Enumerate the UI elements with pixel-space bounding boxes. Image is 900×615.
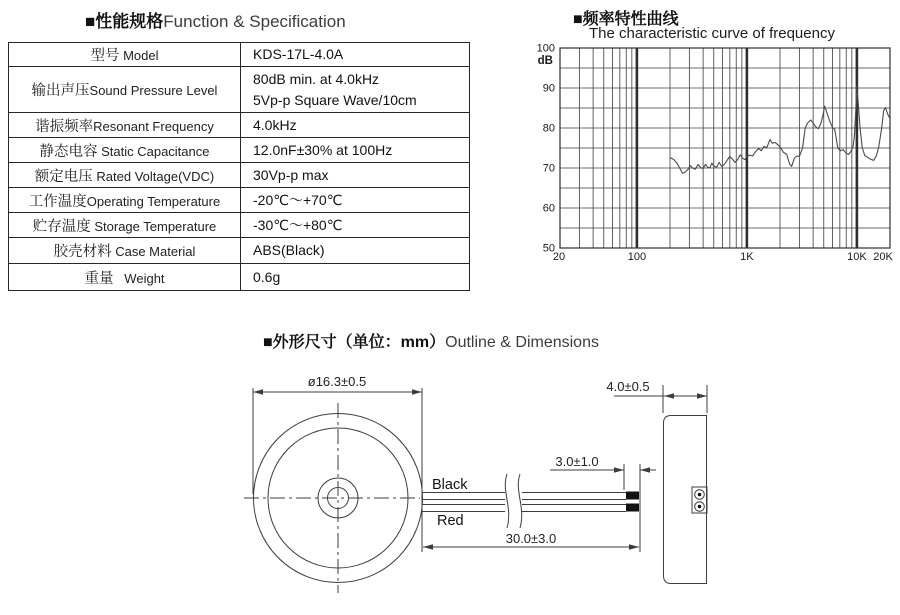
wire-black-tip xyxy=(626,492,639,500)
spec-value: 12.0nF±30% at 100Hz xyxy=(241,138,470,163)
dimension-wire-length-label: 30.0±3.0 xyxy=(505,531,557,546)
table-row xyxy=(9,138,470,163)
table-row xyxy=(9,43,470,67)
spec-label: 胶壳材料 Case Material xyxy=(9,238,241,264)
x-tick-label: 10K xyxy=(847,251,867,263)
spec-value: 0.6g xyxy=(241,264,470,291)
spec-value: 30Vp-p max xyxy=(241,163,470,188)
spec-value: 4.0kHz xyxy=(241,113,470,138)
dimension-strip-label: 3.0±1.0 xyxy=(555,454,599,469)
table-row xyxy=(9,163,470,188)
spec-label: 静态电容 Static Capacitance xyxy=(9,138,241,163)
spec-label: 贮存温度 Storage Temperature xyxy=(9,213,241,238)
spec-label: 型号 Model xyxy=(9,43,241,67)
spec-title-cn: ■性能规格 xyxy=(85,12,164,31)
table-row xyxy=(9,113,470,138)
wire-red-line xyxy=(422,505,626,512)
spec-value: -20℃～+70℃ xyxy=(241,188,470,213)
wire-red-label: Red xyxy=(437,513,464,529)
x-tick-label: 20 xyxy=(552,251,566,263)
arrowhead xyxy=(629,544,639,550)
x-tick-label: 20K xyxy=(873,251,893,263)
terminal-dot-top xyxy=(698,493,702,497)
outline-section-title xyxy=(263,329,599,352)
x-tick-label: 100 xyxy=(627,251,647,263)
frequency-response-chart xyxy=(518,40,900,268)
table-row xyxy=(9,67,470,113)
spec-label: 输出声压Sound Pressure Level xyxy=(9,67,241,113)
chart-title-en: The characteristic curve of frequency xyxy=(589,25,835,42)
spec-label: 额定电压 Rated Voltage(VDC) xyxy=(9,163,241,188)
dimension-thickness-label: 4.0±0.5 xyxy=(606,379,650,394)
y-tick-label: 90 xyxy=(542,82,555,95)
table-row xyxy=(9,238,470,264)
arrowhead xyxy=(664,393,674,399)
wire-break-symbol xyxy=(505,474,521,528)
y-tick-label: 100 xyxy=(536,42,555,55)
y-tick-label: 50 xyxy=(542,242,555,255)
outline-title-en: Outline & Dimensions xyxy=(445,334,599,351)
chart-title-cn: ■频率特性曲线 xyxy=(573,11,679,28)
terminal-block xyxy=(692,487,707,513)
spec-label: 工作温度Operating Temperature xyxy=(9,188,241,213)
spec-value: ABS(Black) xyxy=(241,238,470,264)
y-tick-label: 80 xyxy=(542,122,555,135)
outline-title-cn: ■外形尺寸（单位：mm） xyxy=(263,334,446,351)
spec-value: 80dB min. at 4.0kHz 5Vp-p Square Wave/10cm xyxy=(241,67,470,113)
spec-value: -30℃～+80℃ xyxy=(241,213,470,238)
spec-title-en: Function & Specification xyxy=(163,12,346,31)
wire-black-line xyxy=(422,493,626,500)
outline-drawing xyxy=(0,355,900,615)
spec-table xyxy=(8,42,470,291)
arrowhead xyxy=(412,389,422,395)
dimension-diameter-label: ø16.3±0.5 xyxy=(307,374,367,389)
y-axis-unit: dB xyxy=(537,55,553,67)
arrowhead xyxy=(640,467,650,473)
y-tick-label: 70 xyxy=(542,162,555,175)
wire-black-label: Black xyxy=(432,477,468,493)
spec-section-title xyxy=(85,7,346,32)
arrowhead xyxy=(614,467,624,473)
arrowhead xyxy=(253,389,263,395)
thickness-ext-lines xyxy=(663,385,707,413)
wire-red-tip xyxy=(626,504,639,512)
table-row xyxy=(9,264,470,291)
spec-label: 谐振频率Resonant Frequency xyxy=(9,113,241,138)
terminal-dot-bottom xyxy=(698,505,702,509)
x-tick-label: 1K xyxy=(740,251,754,263)
table-row xyxy=(9,188,470,213)
y-tick-label: 60 xyxy=(542,202,555,215)
spec-label: 重量 Weight xyxy=(9,264,241,291)
arrowhead xyxy=(423,544,433,550)
spec-value: KDS-17L-4.0A xyxy=(241,43,470,67)
arrowhead xyxy=(697,393,707,399)
table-row xyxy=(9,213,470,238)
